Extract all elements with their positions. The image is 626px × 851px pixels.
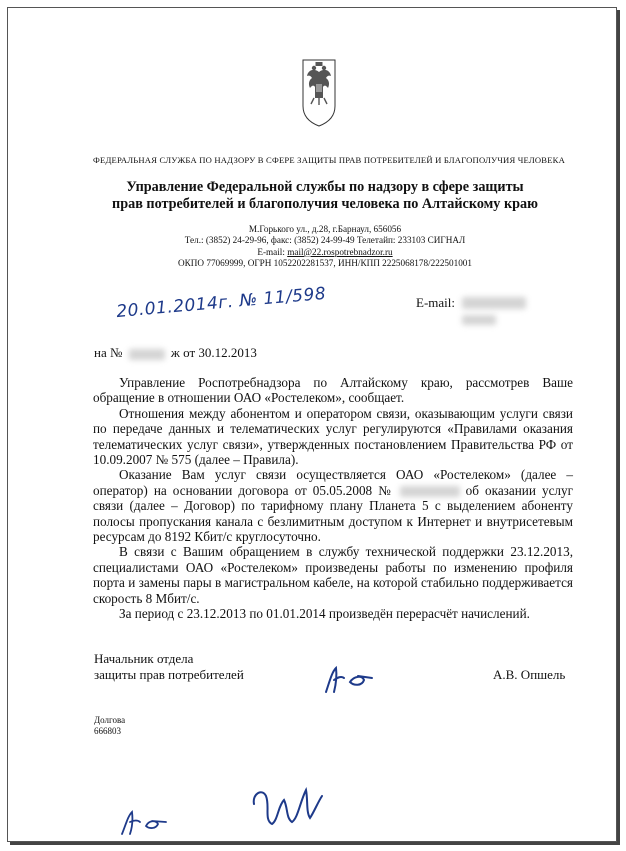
redacted-contract-number — [400, 486, 460, 497]
bottom-initials-scribble — [118, 808, 178, 838]
redacted-recipient-email — [462, 297, 526, 309]
paragraph-3-start: Оказание Вам услуг связи осуществляется ОАО «Ростелеком» (далее – оператор) на основании договора от 05.05.2008 № — [93, 467, 573, 498]
paragraph-5: За период с 23.12.2013 по 01.01.2014 произведён перерасчёт начислений. — [119, 606, 530, 622]
address: М.Горького ул., д.28, г.Барнаул, 656056 — [248, 224, 402, 234]
russian-coat-of-arms-icon — [300, 58, 338, 128]
paragraph-3-end: об оказании услуг связи (далее – Договор) по тарифному плану Планета 5 с выделением абоненту полосы пропускания канала с безлимитным доступом к Интернет и внутрисетевым ресурсам до 8192 Кбит/с круглосуточно. — [93, 482, 574, 545]
paragraph-4: В связи с Вашим обращением в службу технической поддержки 23.12.2013, специалистами ОАО «Ростелеком» произведены работы по изменению профиля порта и замены пары в магистральном кабеле, на которой стабильно поддерживается скорость 8 Мбит/с. — [93, 544, 573, 606]
organization-name-line1: Управление Федеральной службы по надзору в сфере защиты — [126, 179, 524, 195]
email-link[interactable]: mail@22.rospotrebnadzor.ru — [287, 246, 393, 257]
executor-phone: 666803 — [94, 726, 121, 736]
signer-title-line1: Начальник отдела — [94, 651, 194, 666]
executor-name: Долгова — [94, 715, 126, 725]
outgoing-number-handwritten: 20.01.2014г. № 11/598 — [115, 283, 327, 323]
executor-block — [94, 715, 125, 737]
reference-prefix: на № — [94, 345, 123, 360]
redacted-recipient-name — [462, 315, 496, 325]
recipient-email-label: E-mail: — [416, 295, 455, 310]
organization-name — [110, 179, 540, 213]
contact-block — [160, 224, 490, 270]
agency-line: ФЕДЕРАЛЬНАЯ СЛУЖБА ПО НАДЗОРУ В СФЕРЕ ЗАЩИТЫ ПРАВ ПОТРЕБИТЕЛЕЙ И БЛАГОПОЛУЧИЯ ЧЕЛОВЕКА — [93, 155, 565, 165]
letter-body — [93, 375, 573, 622]
paragraph-2: Отношения между абонентом и оператором связи, оказывающим услуги связи по передаче данных и телематических услуг регулируются «Правилами оказания телематических услуг связи», утвержденных постановлением Правительства РФ от 10.09.2007 № 575 (далее – Правила). — [93, 405, 573, 468]
organization-name-line2: прав потребителей и благополучия человека по Алтайскому краю — [112, 196, 538, 212]
signature-scribble — [320, 662, 390, 697]
reference-line — [94, 345, 257, 361]
phones: Тел.: (3852) 24-29-96, факс: (3852) 24-99-49 Телетайп: 233103 СИГНАЛ — [184, 235, 466, 246]
signer-title — [94, 651, 244, 683]
bottom-large-signature — [248, 782, 328, 830]
paragraph-3 — [93, 467, 573, 544]
email-label: E-mail: — [257, 246, 288, 257]
registration-codes: ОКПО 77069999, ОГРН 1052202281537, ИНН/КПП 2225068178/222501001 — [178, 258, 472, 269]
signer-name: А.В. Опшель — [493, 667, 566, 682]
reference-suffix: ж от 30.12.2013 — [170, 345, 257, 360]
redacted-reference-number — [129, 349, 165, 360]
signer-title-line2: защиты прав потребителей — [94, 667, 244, 682]
paragraph-1: Управление Роспотребнадзора по Алтайскому краю, рассмотрев Ваше обращение в отношении ОАО «Ростелеком», сообщает. — [93, 375, 573, 406]
email-line — [160, 247, 490, 258]
